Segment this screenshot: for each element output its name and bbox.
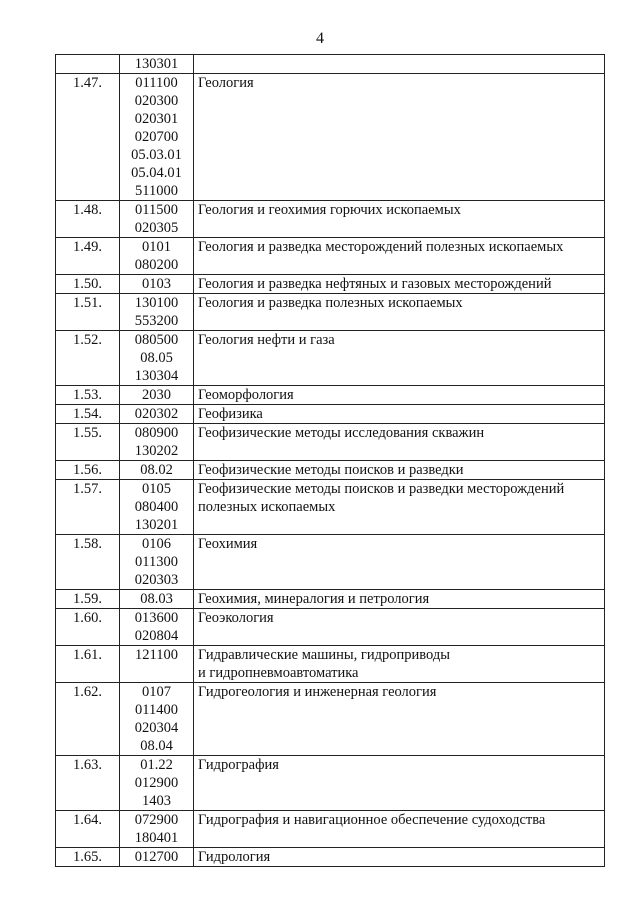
- row-number: 1.63.: [56, 756, 120, 811]
- specialty-name: [194, 461, 605, 480]
- specialty-code: 121100: [135, 647, 178, 663]
- specialty-name-line: Геология нефти и газа: [198, 332, 335, 348]
- specialty-name: [194, 811, 605, 848]
- specialty-codes: [120, 590, 194, 609]
- table-row: [56, 590, 605, 609]
- table-row: [56, 480, 605, 535]
- specialty-name-line: Геология и разведка месторождений полезных ископаемых: [198, 239, 564, 255]
- row-number: 1.65.: [56, 848, 120, 867]
- specialty-code: 080900: [134, 425, 179, 441]
- specialty-code: 130202: [134, 443, 179, 459]
- specialty-name: [194, 201, 605, 238]
- specialty-code: 072900: [134, 812, 179, 828]
- specialty-code: 020700: [134, 129, 179, 145]
- row-number: 1.58.: [56, 535, 120, 590]
- table-row: [56, 238, 605, 275]
- specialty-name-line: Геология и разведка полезных ископаемых: [198, 295, 463, 311]
- table-row: [56, 683, 605, 756]
- row-number: 1.50.: [56, 275, 120, 294]
- row-number: 1.52.: [56, 331, 120, 386]
- specialty-codes: [120, 424, 194, 461]
- specialty-code: 012700: [134, 849, 179, 865]
- row-number: 1.60.: [56, 609, 120, 646]
- specialty-name-line: Геофизические методы поисков и разведки месторождений: [198, 481, 565, 497]
- specialty-code: 511000: [135, 183, 178, 199]
- table-body: [56, 55, 605, 867]
- specialty-name-line: Геоморфология: [198, 387, 294, 403]
- specialty-code: 05.03.01: [131, 147, 182, 163]
- specialty-codes: [120, 848, 194, 867]
- specialty-code: 08.03: [140, 591, 173, 607]
- specialty-code: 020303: [134, 572, 179, 588]
- table-row: [56, 535, 605, 590]
- row-number: 1.49.: [56, 238, 120, 275]
- table-row: [56, 331, 605, 386]
- specialty-codes: [120, 461, 194, 480]
- specialty-name-line: Геоэкология: [198, 610, 274, 626]
- specialty-codes: [120, 646, 194, 683]
- table-row: [56, 275, 605, 294]
- row-number: 1.51.: [56, 294, 120, 331]
- specialty-code: 0106: [142, 536, 171, 552]
- specialty-codes: [120, 609, 194, 646]
- specialty-name-line: Геология и разведка нефтяных и газовых месторождений: [198, 276, 552, 292]
- specialty-name-line: Геофизика: [198, 406, 263, 422]
- row-number: 1.61.: [56, 646, 120, 683]
- specialty-name: [194, 480, 605, 535]
- specialty-name: [194, 55, 605, 74]
- specialty-codes: [120, 405, 194, 424]
- row-number: [56, 55, 120, 74]
- specialty-codes: [120, 275, 194, 294]
- specialty-code: 130100: [134, 295, 179, 311]
- table-row: [56, 55, 605, 74]
- specialty-code: 08.04: [140, 738, 173, 754]
- specialty-codes: [120, 480, 194, 535]
- specialty-codes: [120, 386, 194, 405]
- specialty-name-line: Геофизические методы исследования скважин: [198, 425, 485, 441]
- table-row: [56, 424, 605, 461]
- specialty-codes: [120, 238, 194, 275]
- specialty-code: 011300: [135, 554, 178, 570]
- table-row: [56, 201, 605, 238]
- specialty-name: [194, 74, 605, 201]
- specialty-name: [194, 590, 605, 609]
- row-number: 1.57.: [56, 480, 120, 535]
- specialty-name-line: Геохимия, минералогия и петрология: [198, 591, 430, 607]
- specialty-code: 130301: [134, 56, 179, 72]
- row-number: 1.48.: [56, 201, 120, 238]
- table-row: [56, 609, 605, 646]
- specialty-codes: [120, 55, 194, 74]
- specialty-codes: [120, 294, 194, 331]
- specialty-code: 08.05: [140, 350, 173, 366]
- specialties-table: [55, 54, 605, 867]
- specialty-code: 0107: [142, 684, 171, 700]
- specialty-code: 130201: [134, 517, 179, 533]
- specialty-code: 130304: [134, 368, 179, 384]
- specialty-code: 05.04.01: [131, 165, 182, 181]
- specialty-code: 020305: [134, 220, 179, 236]
- table-row: [56, 646, 605, 683]
- specialty-name: [194, 331, 605, 386]
- specialty-name-line: Геология и геохимия горючих ископаемых: [198, 202, 461, 218]
- row-number: 1.47.: [56, 74, 120, 201]
- table-row: [56, 405, 605, 424]
- specialty-code: 0101: [142, 239, 171, 255]
- specialty-codes: [120, 74, 194, 201]
- specialty-code: 011500: [135, 202, 178, 218]
- table-row: [56, 461, 605, 480]
- table-row: [56, 386, 605, 405]
- specialty-name-line: Геология: [198, 75, 254, 91]
- row-number: 1.59.: [56, 590, 120, 609]
- specialty-code: 08.02: [140, 462, 173, 478]
- page-number: 4: [316, 30, 324, 47]
- specialty-name-line: и гидропневмоавтоматика: [198, 665, 359, 681]
- specialty-name-line: Гидрография и навигационное обеспечение судоходства: [198, 812, 546, 828]
- specialty-name-line: полезных ископаемых: [198, 499, 336, 515]
- specialty-code: 012900: [134, 775, 179, 791]
- specialty-code: 080500: [134, 332, 179, 348]
- specialty-name: [194, 535, 605, 590]
- specialty-codes: [120, 811, 194, 848]
- specialty-name: [194, 238, 605, 275]
- specialty-name: [194, 646, 605, 683]
- specialty-name-line: Гидрология: [198, 849, 271, 865]
- specialty-name-line: Гидрогеология и инженерная геология: [198, 684, 437, 700]
- specialty-name: [194, 294, 605, 331]
- specialty-code: 1403: [142, 793, 171, 809]
- specialty-name: [194, 275, 605, 294]
- specialty-code: 013600: [134, 610, 179, 626]
- row-number: 1.64.: [56, 811, 120, 848]
- specialty-name: [194, 609, 605, 646]
- specialty-name-line: Геохимия: [198, 536, 258, 552]
- table-row: [56, 756, 605, 811]
- specialty-codes: [120, 683, 194, 756]
- specialty-name-line: Геофизические методы поисков и разведки: [198, 462, 464, 478]
- specialty-code: 2030: [142, 387, 171, 403]
- specialty-codes: [120, 331, 194, 386]
- specialty-code: 0105: [142, 481, 171, 497]
- specialty-name: [194, 405, 605, 424]
- specialty-name: [194, 386, 605, 405]
- specialty-name: [194, 424, 605, 461]
- specialty-codes: [120, 201, 194, 238]
- table-row: [56, 848, 605, 867]
- specialty-code: 080200: [134, 257, 179, 273]
- table-row: [56, 74, 605, 201]
- specialty-name: [194, 756, 605, 811]
- specialty-code: 020302: [134, 406, 179, 422]
- specialty-codes: [120, 535, 194, 590]
- specialty-name: [194, 683, 605, 756]
- row-number: 1.53.: [56, 386, 120, 405]
- row-number: 1.55.: [56, 424, 120, 461]
- specialty-code: 020304: [134, 720, 179, 736]
- specialty-code: 011400: [135, 702, 178, 718]
- specialty-code: 080400: [134, 499, 179, 515]
- specialty-code: 020804: [134, 628, 179, 644]
- specialty-code: 180401: [134, 830, 179, 846]
- specialty-code: 553200: [134, 313, 179, 329]
- row-number: 1.62.: [56, 683, 120, 756]
- specialty-name: [194, 848, 605, 867]
- specialty-codes: [120, 756, 194, 811]
- specialty-code: 01.22: [140, 757, 173, 773]
- specialty-code: 011100: [135, 75, 178, 91]
- specialty-name-line: Гидравлические машины, гидроприводы: [198, 647, 450, 663]
- table-row: [56, 294, 605, 331]
- specialty-name-line: Гидрография: [198, 757, 279, 773]
- specialty-code: 020300: [134, 93, 179, 109]
- table-row: [56, 811, 605, 848]
- row-number: 1.54.: [56, 405, 120, 424]
- specialty-code: 020301: [134, 111, 179, 127]
- row-number: 1.56.: [56, 461, 120, 480]
- specialty-code: 0103: [142, 276, 171, 292]
